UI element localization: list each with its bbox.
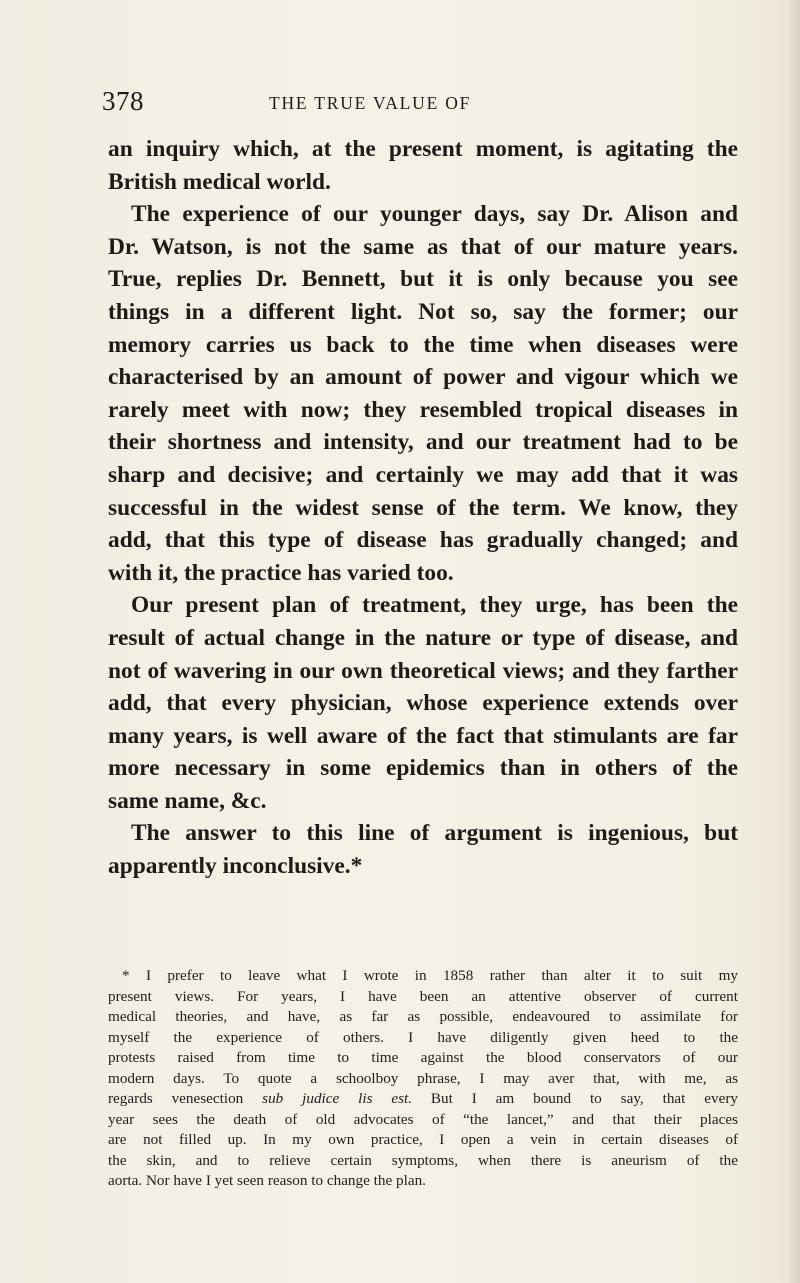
footnote-line: * I prefer to leave what I wrote in 1858 rather than alter it to suit my xyxy=(122,967,738,984)
footnote-line: myself the experience of others. I have diligently given heed to the xyxy=(108,1028,738,1046)
footnote-line: protests raised from time to time against the blood conservators of our xyxy=(108,1049,738,1066)
page-header xyxy=(102,86,742,122)
footnote-line: aorta. Nor have I yet seen reason to change the plan. xyxy=(108,1172,426,1189)
footnote-line xyxy=(108,1089,738,1110)
latin-phrase: sub judice lis est. xyxy=(262,1090,413,1107)
footnote-line: the skin, and to relieve certain symptoms, when there is aneurism of the xyxy=(108,1151,738,1169)
footnote xyxy=(108,966,738,1192)
footnote-line: are not filled up. In my own practice, I open a vein in certain diseases of xyxy=(108,1131,738,1148)
footnote-line: present views. For years, I have been an attentive observer of current xyxy=(108,987,738,1005)
text-line: not of wavering in our own theoretical views; and they farther xyxy=(108,657,738,684)
text-line: True, replies Dr. Bennett, but it is only because you see xyxy=(108,266,738,293)
text-line: sharp and decisive; and certainly we may add that it was xyxy=(108,461,738,488)
text-line: successful in the widest sense of the term. We know, they xyxy=(108,494,738,521)
text-line: rarely meet with now; they resembled tropical diseases in xyxy=(108,396,738,423)
page-number: 378 xyxy=(102,86,144,116)
running-head: THE TRUE VALUE OF xyxy=(269,93,472,113)
text-line: characterised by an amount of power and vigour which we xyxy=(108,364,738,391)
text-line: add, that every physician, whose experience extends over xyxy=(108,690,738,717)
text-line: apparently inconclusive.* xyxy=(108,853,363,880)
footnote-line: medical theories, and have, as far as possible, endeavoured to assimilate for xyxy=(108,1008,738,1025)
text-line: memory carries us back to the time when diseases were xyxy=(108,331,738,358)
text-line: more necessary in some epidemics than in others of the xyxy=(108,755,738,782)
text-line: result of actual change in the nature or type of disease, and xyxy=(108,624,738,651)
text-line: an inquiry which, at the present moment, is agitating the xyxy=(108,136,738,162)
footnote-text: But I am bound to say, that every xyxy=(412,1090,738,1107)
footnote-line: year sees the death of old advocates of “the lancet,” and that their places xyxy=(108,1110,738,1128)
text-line: with it, the practice has varied too. xyxy=(108,559,454,586)
text-line: same name, &c. xyxy=(108,787,267,814)
text-line: things in a different light. Not so, say the former; our xyxy=(108,298,738,325)
page-edge-shadow xyxy=(786,0,800,1283)
footnote-line: modern days. To quote a schoolboy phrase, I may aver that, with me, as xyxy=(108,1069,738,1087)
text-line: The experience of our younger days, say Dr. Alison and xyxy=(131,201,738,228)
text-line: many years, is well aware of the fact that stimulants are far xyxy=(108,722,738,749)
text-line: British medical world. xyxy=(108,168,331,195)
footnote-text: regards venesection xyxy=(108,1090,263,1107)
main-text xyxy=(108,133,738,883)
text-line: Our present plan of treatment, they urge, has been the xyxy=(131,592,738,619)
text-line: their shortness and intensity, and our treatment had to be xyxy=(108,429,738,456)
text-line: add, that this type of disease has gradually changed; and xyxy=(108,527,738,554)
text-line: The answer to this line of argument is ingenious, but xyxy=(131,820,738,847)
text-line: Dr. Watson, is not the same as that of our mature years. xyxy=(108,233,738,260)
